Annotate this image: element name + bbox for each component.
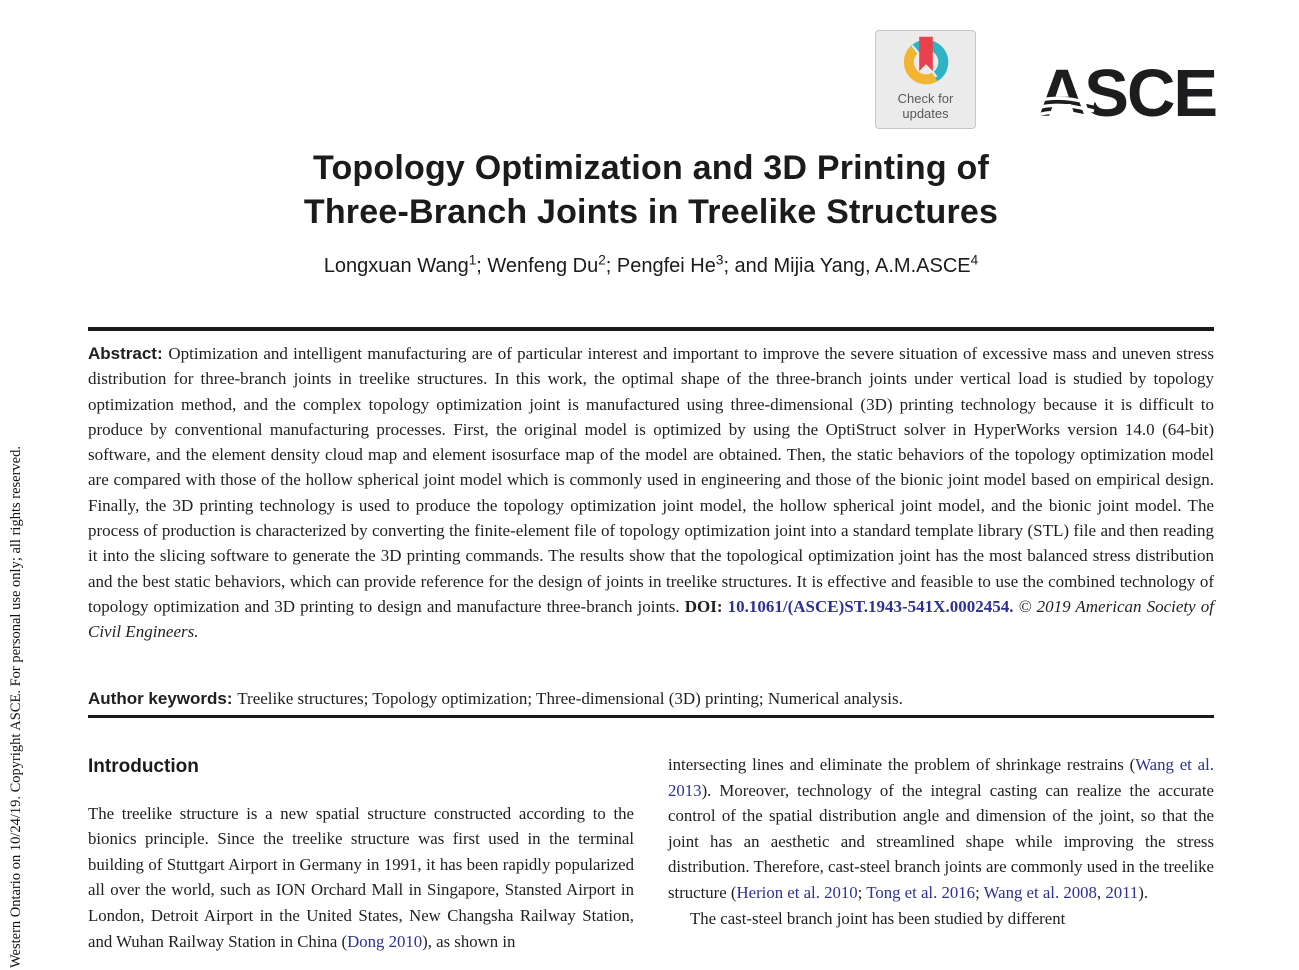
citation-link[interactable]: Wang et al. 2008 — [983, 882, 1097, 902]
citation-link[interactable]: Dong 2010 — [347, 931, 423, 951]
divider-bottom — [88, 715, 1214, 718]
authors-line: Longxuan Wang$^1$; Wenfeng Du$^2$; Pengfei He$^3$; and Mijia Yang, A.M.ASCE$^4$ — [323, 252, 979, 277]
section-heading-introduction: Introduction — [88, 756, 199, 777]
right-paragraph-1: intersecting lines and eliminate the problem of shrinkage restrains (Wang et al. 2013). Moreover, technology of the integral casting can realize the accurate control of the spatial distribution angle and dimension of the joint, so that the joint has an aesthetic and streamlined shape while improving the stress distribution. Therefore, cast-steel branch joints are commonly used in the treelike structure (Herion et al. 2010; Tong et al. 2016; Wang et al. 2008, 2011). — [668, 755, 1214, 902]
citation-link[interactable]: Herion et al. 2010 — [736, 882, 858, 902]
doi-link[interactable]: 10.1061/(ASCE)ST.1943-541X.0002454. — [727, 596, 1014, 616]
title-line-2: Three-Branch Joints in Treelike Structures — [303, 193, 999, 231]
asce-logo — [1036, 58, 1218, 128]
copyright-sidebar-text: Western Ontario on 10/24/19. Copyright ASCE. For personal use only; all rights reserved. — [8, 446, 24, 968]
abstract-paragraph: Abstract: Optimization and intelligent manufacturing are of particular interest and important to improve the severe situation of excessive mass and uneven stress distribution for three-branch joints in treelike structures. In this work, the optimal shape of the three-branch joints under vertical load is studied by topology optimization method, and the complex topology optimization joint is manufactured using three-dimensional (3D) printing technology because it is difficult to produce by conventional manufacturing processes. First, the original model is optimized by using the OptiStruct solver in HyperWorks version 14.0 (64-bit) software, and the element density cloud map and element isosurface map of the model are obtained. Then, the static behaviors of the topology optimization model are compared with those of the hollow spherical joint model which is commonly used in engineering and those of the bionic joint model based on empirical design. Finally, the 3D printing technology is used to produce the topology optimization joint model, the hollow spherical joint model, and the bionic joint model. The process of production is characterized by converting the finite-element file of topology optimization joint into a standard template library (STL) file and then reading it into the slicing software to generate the 3D printing commands. The results show that the topological optimization joint has the most balanced stress distribution and the best static behaviors, which can provide reference for the design of joints in treelike structures. It is effective and feasible to use the combined technology of topology optimization and 3D printing to design and manufacture three-branch joints. DOI: 10.1061/(ASCE)ST.1943-541X.0002454. © 2019 American Society of Civil Engineers. — [88, 344, 1214, 642]
author-keywords: Author keywords: Treelike structures; Topology optimization; Three-dimensional (3D) printing; Numerical analysis. — [88, 689, 903, 708]
page-title — [88, 146, 1214, 234]
check-for-updates-label: Check for updates — [897, 91, 954, 121]
intro-paragraph: The treelike structure is a new spatial structure constructed according to the bionics principle. Since the treelike structure was first used in the terminal building of Stuttgart Airport in Germany in 1991, it has been rapidly popularized all over the world, such as ION Orchard Mall in Singapore, Stansted Airport in London, Detroit Airport in the United States, New Changsha Railway Station, and Wuhan Railway Station in China (Dong 2010), as shown in — [88, 803, 634, 951]
asce-logo-text: ASCE — [1037, 58, 1217, 128]
citation-link[interactable]: 2011 — [1105, 882, 1139, 902]
citation-link[interactable]: Wang et al. 2013 — [668, 755, 1214, 800]
check-for-updates-button[interactable] — [875, 30, 976, 129]
divider-top — [88, 327, 1214, 331]
body-columns — [88, 752, 1214, 954]
right-column — [668, 752, 1214, 954]
title-line-1: Topology Optimization and 3D Printing of — [313, 149, 989, 187]
right-paragraph-2: The cast-steel branch joint has been studied by different — [690, 908, 1066, 928]
citation-link[interactable]: Tong et al. 2016 — [866, 882, 976, 902]
crossmark-icon — [897, 34, 955, 92]
left-column — [88, 752, 634, 954]
